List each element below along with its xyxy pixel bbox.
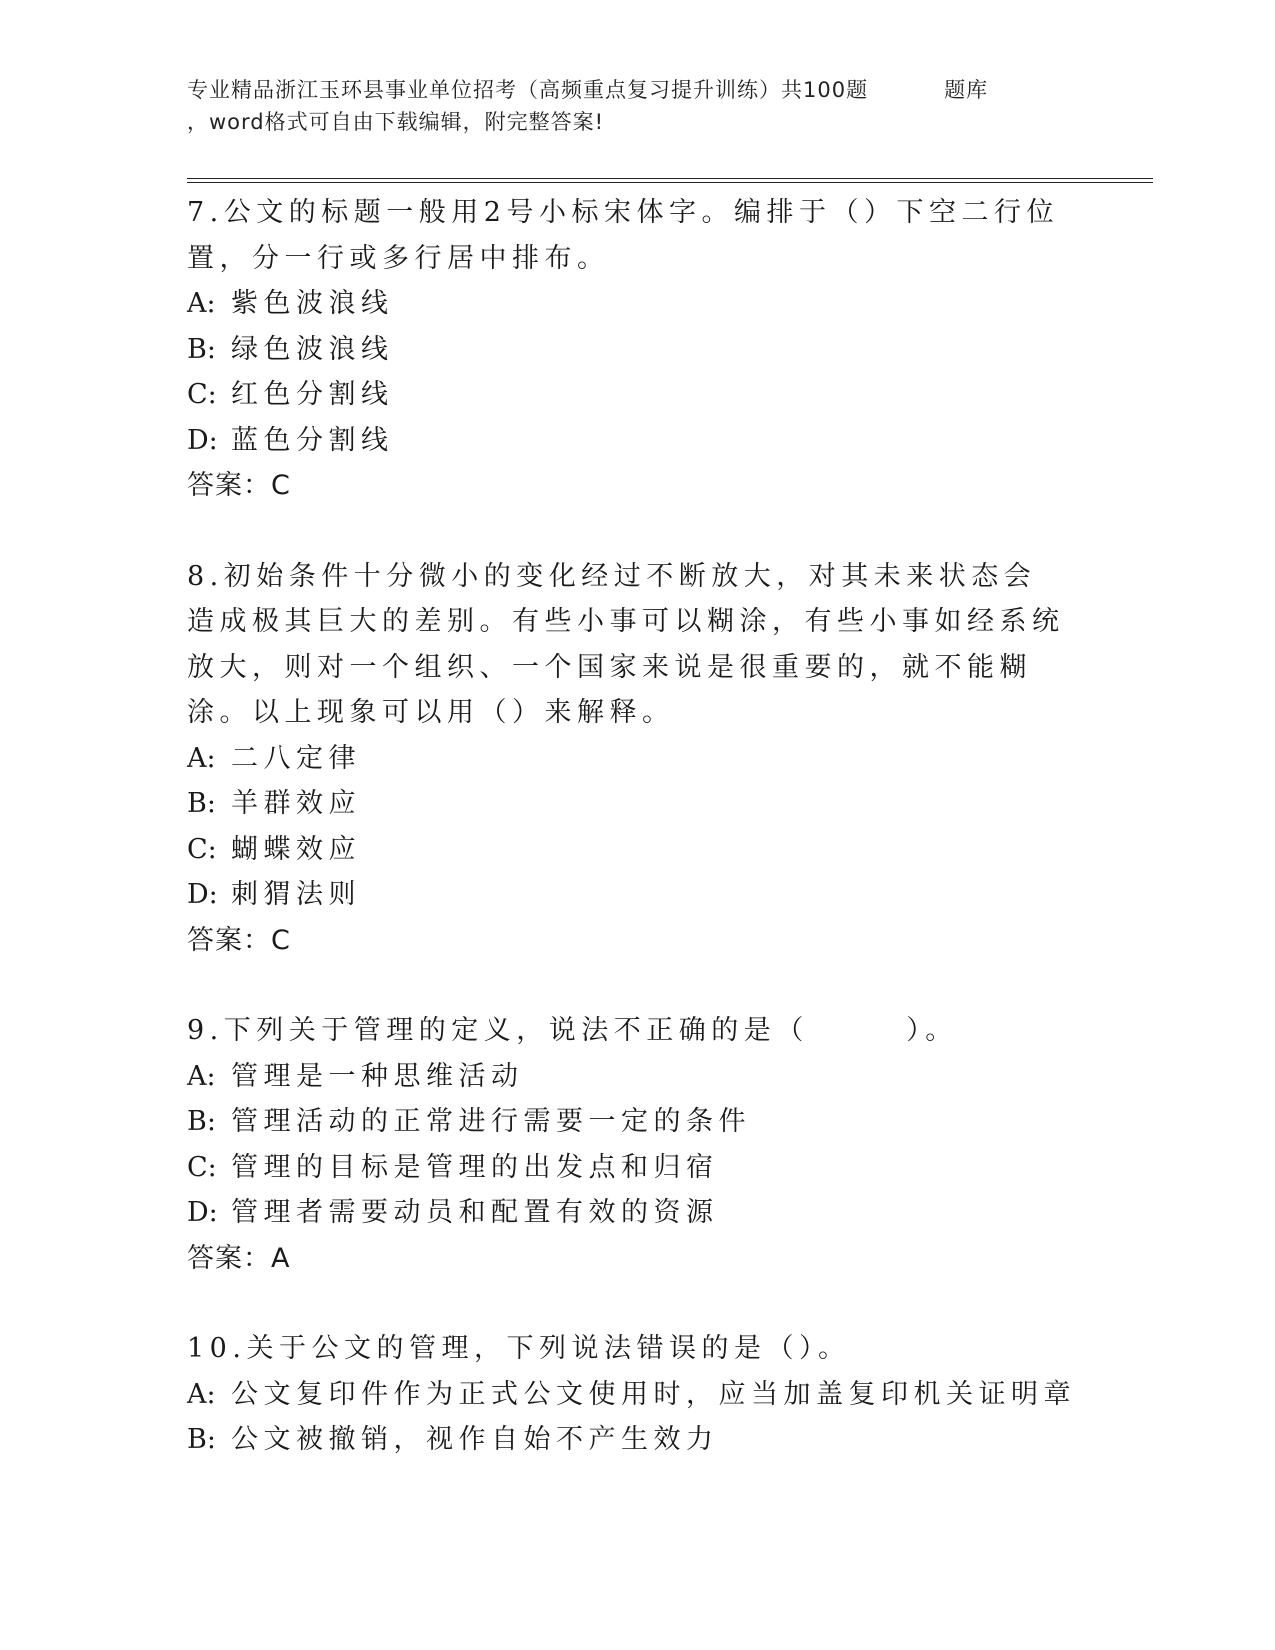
option-a [187,736,1067,782]
question-list [187,190,1076,1463]
header-tag: 题库 [944,78,989,102]
option-d [187,1190,1067,1236]
question-7 [187,190,1067,509]
option-d [187,872,1067,918]
option-text: 红色分割线 [231,379,394,410]
option-text: 羊群效应 [231,788,361,819]
option-text: 蓝色分割线 [231,424,394,456]
option-key: B: [187,788,216,819]
option-key: B: [187,333,216,365]
header-divider-bottom [187,182,1153,183]
option-text: 管理活动的正常进行需要一定的条件 [231,1106,751,1137]
option-text: 蝴蝶效应 [231,833,361,865]
question-text: 9.下列关于管理的定义，说法不正确的是（ ）。 [187,1015,958,1046]
answer-line: 答案：A [187,1242,291,1274]
header-title-row [187,74,1087,106]
question-9 [187,1008,1067,1281]
option-b [187,781,1067,827]
option-a [187,1054,1067,1100]
question-10 [187,1326,1076,1463]
option-text: 紫色波浪线 [231,288,394,319]
option-c [187,1145,1067,1191]
question-text: 7.公文的标题一般用2号小标宋体字。编排于（）下空二行位置，分一行或多行居中排布。 [187,197,1059,274]
answer-line: 答案：C [187,470,291,501]
option-a [187,281,1067,327]
option-b [187,327,1067,373]
option-key: B: [187,1106,216,1137]
option-text: 刺猬法则 [231,879,361,910]
option-c [187,372,1067,418]
option-key: A: [187,742,216,774]
spacer [187,963,1067,1008]
option-text: 公文复印件作为正式公文使用时，应当加盖复印机关证明章 [231,1378,1076,1410]
question-text: 10.关于公文的管理，下列说法错误的是（）。 [187,1333,851,1364]
option-text: 管理者需要动员和配置有效的资源 [231,1197,719,1228]
option-a [187,1372,1076,1418]
option-key: C: [187,833,217,865]
option-key: D: [187,424,218,456]
option-key: C: [187,379,217,410]
header-subtitle: ，word格式可自由下载编辑，附完整答案! [187,110,605,134]
option-key: D: [187,1197,218,1228]
spacer [187,1281,1067,1326]
option-c [187,827,1067,873]
option-key: A: [187,1060,216,1092]
spacer [187,509,1067,554]
page-header [187,74,1087,138]
option-text: 管理是一种思维活动 [231,1060,524,1092]
question-8 [187,554,1067,964]
header-divider-top [187,178,1153,179]
option-key: B: [187,1424,216,1455]
answer-line: 答案：C [187,924,291,956]
option-key: C: [187,1151,217,1183]
option-b [187,1417,1067,1463]
option-key: D: [187,879,218,910]
option-text: 公文被撤销，视作自始不产生效力 [231,1424,719,1455]
option-text: 管理的目标是管理的出发点和归宿 [231,1151,719,1183]
option-text: 绿色波浪线 [231,333,394,365]
option-d [187,418,1067,464]
option-key: A: [187,1378,216,1410]
option-b [187,1099,1067,1145]
question-text: 8.初始条件十分微小的变化经过不断放大，对其未来状态会造成极其巨大的差别。有些小事可以糊涂，有些小事如经系统放大，则对一个组织、一个国家来说是很重要的，就不能糊涂。以上现象可以用（）来解释。 [187,560,1065,728]
option-text: 二八定律 [231,742,361,774]
option-key: A: [187,288,216,319]
header-title: 专业精品浙江玉环县事业单位招考（高频重点复习提升训练）共100题 [187,78,869,102]
